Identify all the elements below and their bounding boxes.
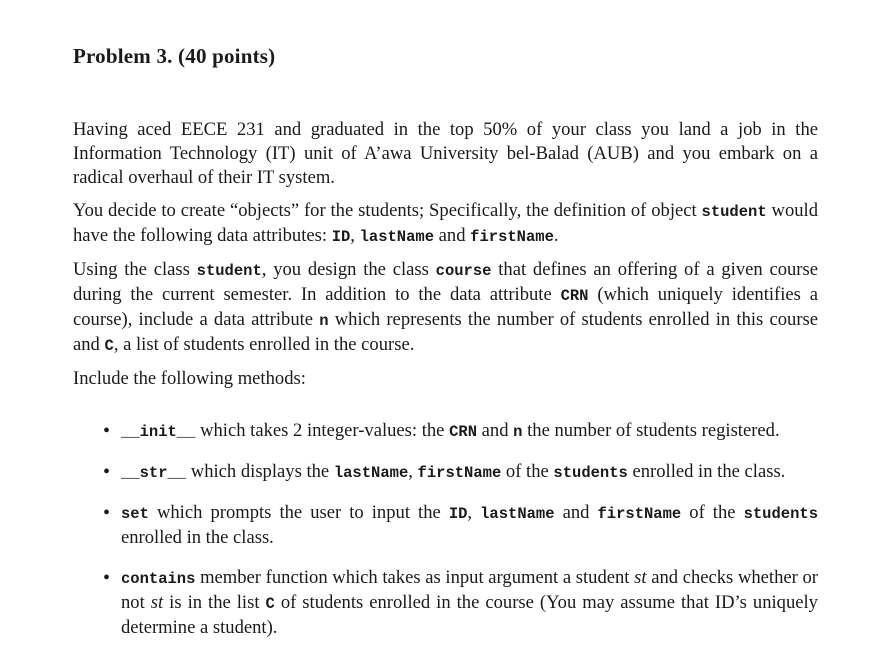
text: is in the list (163, 592, 266, 613)
text: and (477, 420, 514, 441)
code-crn: CRN (560, 287, 589, 305)
list-item-contains (73, 566, 818, 640)
bullet-icon: • (103, 502, 111, 524)
text: and (554, 502, 598, 523)
code-c: C (104, 337, 114, 355)
text: which takes 2 integer-values: the (195, 420, 450, 441)
code-lastname: lastName (359, 228, 435, 246)
code-n: n (319, 312, 329, 330)
list-item-init (73, 419, 818, 444)
text: would have the following data attributes: (73, 200, 818, 246)
text: which represents the number of students enrolled in this course and (73, 309, 818, 355)
code-firstname: firstName (417, 464, 502, 482)
code-id: ID (331, 228, 351, 246)
text: (which uniquely identifies a course), include a data attribute (73, 284, 818, 330)
list-item-set (73, 501, 818, 550)
text: Using the class (73, 259, 197, 280)
text: , (408, 461, 418, 482)
bullet-icon: • (103, 567, 111, 589)
text: that defines an offering of a given course during the current semester. In addition to the data attribute (73, 259, 818, 305)
list-item-str (73, 460, 818, 485)
text: of the (681, 502, 744, 523)
paragraph-methods-intro: Include the following methods: (73, 368, 306, 389)
code-firstname: firstName (470, 228, 554, 246)
paragraph-student-object (73, 199, 818, 249)
text: , you design the class (261, 259, 436, 280)
code-course: course (435, 262, 492, 280)
code-student: student (701, 203, 767, 221)
text: and checks whether or not (121, 567, 818, 613)
text: , (350, 225, 360, 246)
bullet-icon: • (103, 420, 111, 442)
text: of students enrolled in the course (You may assume that ID’s uniquely determine a student). (121, 592, 818, 638)
code-id: ID (448, 505, 468, 523)
text: member function which takes as input argument a student (195, 567, 635, 588)
paragraph-course-class (73, 258, 818, 358)
text: enrolled in the class. (627, 461, 786, 482)
code-firstname: firstName (597, 505, 682, 523)
code-student: student (196, 262, 262, 280)
text: , a list of students enrolled in the course. (113, 334, 415, 355)
paragraph-intro: Having aced EECE 231 and graduated in the top 50% of your class you land a job in the Information Technology (IT) unit of A’awa University bel-Balad (AUB) and you embark on a radical overhaul of their IT system. (73, 119, 818, 188)
text: the number of students registered. (522, 420, 780, 441)
code-n: n (513, 423, 523, 441)
text: of the (501, 461, 554, 482)
code-set: set (121, 505, 149, 523)
bullet-icon: • (103, 461, 111, 483)
code-init: __init__ (121, 423, 196, 441)
text: which displays the (186, 461, 334, 482)
problem-title: Problem 3. (40 points) (73, 44, 276, 68)
code-contains: contains (121, 570, 196, 588)
text: and (434, 225, 471, 246)
text: , (467, 502, 481, 523)
methods-list (73, 419, 818, 640)
italic-st: st (634, 567, 647, 588)
text: enrolled in the class. (121, 527, 274, 548)
code-c: C (265, 595, 275, 613)
code-students: students (553, 464, 628, 482)
text: which prompts the user to input the (148, 502, 449, 523)
problem-body (73, 118, 818, 656)
text: . (553, 225, 559, 246)
code-lastname: lastName (333, 464, 409, 482)
code-lastname: lastName (480, 505, 555, 523)
code-students: students (743, 505, 818, 523)
text: You decide to create “objects” for the students; Specifically, the definition of object (73, 200, 702, 221)
code-str: __str__ (121, 464, 187, 482)
italic-st: st (150, 592, 164, 613)
code-crn: CRN (449, 423, 477, 441)
